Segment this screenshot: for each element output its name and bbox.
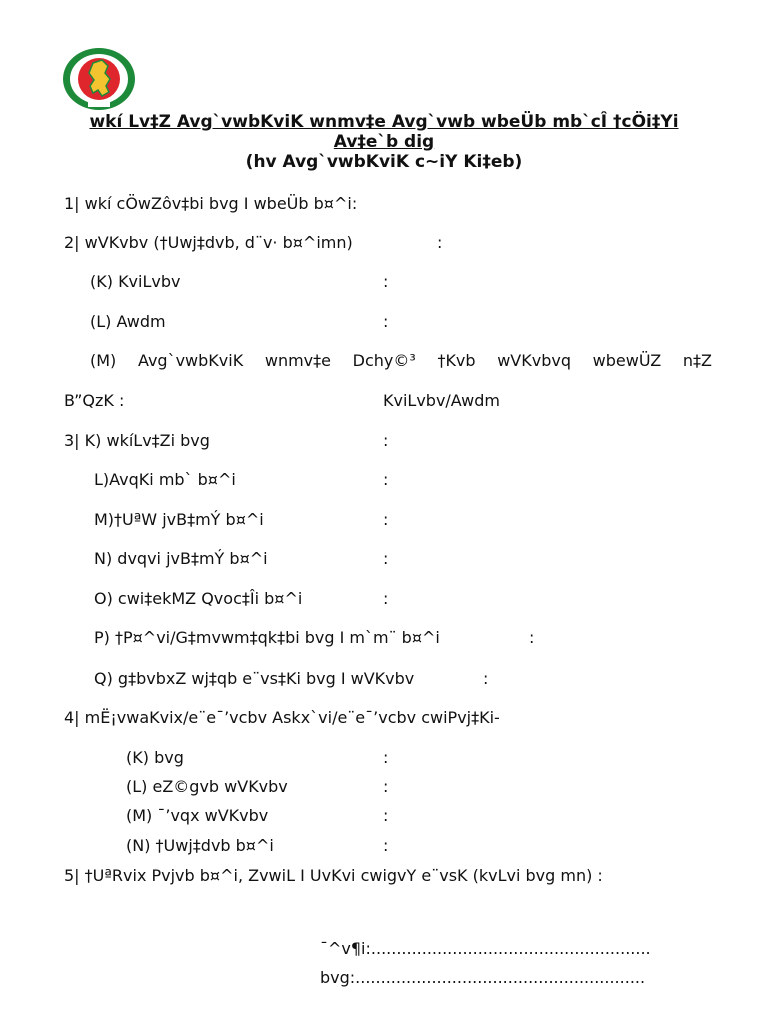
colon: : [483,669,489,688]
colon: : [383,470,389,489]
item-2m-word: Avg`vwbKviK [137,351,244,370]
item-3k-industry-sector: 3| K) wkíLv‡Zi bvg [64,431,210,450]
colon: : [529,628,535,647]
colon: : [383,589,389,608]
government-seal-logo [60,46,138,112]
item-3q-lien-bank: Q) g‡bvbxZ wj‡qb e¨vs‡Ki bvg I wVKvbv [94,669,415,688]
item-2m-word: wVKvbvq [497,351,571,370]
item-3m-trade-license: M)†UªW jvB‡mÝ b¤^i [94,510,264,529]
colon: : [383,748,389,767]
form-title-line2: Av‡e`b dig [333,132,435,152]
colon: : [383,777,389,796]
item-2m-continuation: B”QzK : [64,391,125,410]
item-1-factory-name: 1| wkí cÖwZôv‡bi bvg I wbeÜb b¤^i: [64,194,358,213]
colon: : [383,549,389,568]
colon: : [383,510,389,529]
item-2-colon: : [437,233,443,252]
item-3p-chamber-membership: P) †P¤^vi/G‡mvwm‡qk‡bi bvg I m`m¨ b¤^i [94,628,440,647]
item-2m-word: †Kvb [437,351,476,370]
colon: : [383,272,389,291]
colon: : [383,431,389,450]
item-4-owner-details: 4| mË¡vwaKvix/e¨e¯’vcbv Askx`vi/e¨e¯’vcbv cwiPvj‡Ki- [64,708,500,727]
item-2l-office: (L) Awdm [90,312,166,331]
item-5-treasury-challan: 5| †UªRvix Pvjvb b¤^i, ZvwiL I UvKvi cwigvY e¨vsK (kvLvi bvg mn) : [64,866,603,885]
item-2m-word: n‡Z [682,351,712,370]
colon: : [383,806,389,825]
form-title [0,112,768,152]
colon: : [383,312,389,331]
item-4m-permanent-address: (M) ¯’vqx wVKvbv [126,806,269,825]
colon: : [383,836,389,855]
item-2m-word: wbewÜZ [592,351,662,370]
form-title-line1: wkí Lv‡Z Avg`vwbKviK wnmv‡e Avg`vwb wbeÜb mb`cÎ †cÖi‡Yi [89,112,679,132]
item-2m-word: (M) [90,351,117,370]
item-2m-word: wnmv‡e [264,351,331,370]
form-subtitle: (hv Avg`vwbKviK c~iY Ki‡eb) [245,152,523,172]
item-2m-options: KviLvbv/Awdm [383,391,500,410]
item-2m-question [90,351,712,370]
item-4k-name: (K) bvg [126,748,184,767]
signature-line: ¯^v¶i:....................................................... [320,939,651,958]
item-4l-present-address: (L) eZ©gvb wVKvbv [126,777,288,796]
item-2-address: 2| wVKvbv (†Uwj‡dvb, d¨v· b¤^imn) [64,233,353,252]
item-4n-telephone: (N) †Uwj‡dvb b¤^i [126,836,274,855]
item-3o-environment-clearance: O) cwi‡ekMZ Qvoc‡Îi b¤^i [94,589,303,608]
item-3l-income-tax: L)AvqKi mb` b¤^i [94,470,236,489]
item-2k-factory: (K) KviLvbv [90,272,181,291]
item-3n-fire-license: N) dvqvi jvB‡mÝ b¤^i [94,549,268,568]
name-line: bvg:......................................................... [320,968,646,987]
item-2m-word: Dchy©³ [352,351,416,370]
